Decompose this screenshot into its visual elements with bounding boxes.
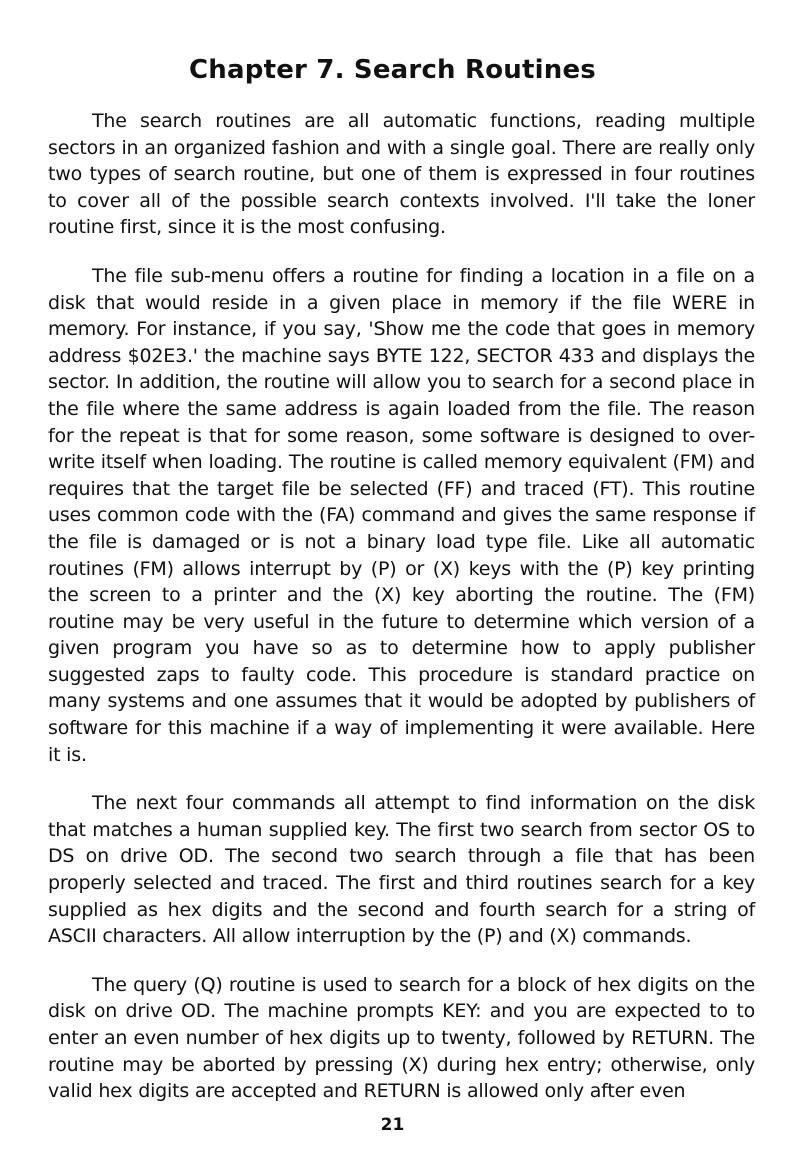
paragraph: The next four commands all attempt to find information on the disk that matches a human supplied key. The first two search from sector OS to DS on drive OD. The second two search through a file that has been properly selected and traced. The first and third routines search for a key supplied as hex digits and the second and fourth search for a string of ASCII characters. All allow interruption by the (P) and (X) commands.: [48, 792, 755, 948]
body-text: [48, 108, 755, 1127]
chapter-title: Chapter 7. Search Routines: [189, 55, 596, 85]
paragraph: The query (Q) routine is used to search for a block of hex digits on the disk on drive OD. The machine prompts KEY: and you are expected to to enter an even number of hex digits up to twenty, followed by RETURN. The routine may be aborted by pressing (X) during hex entry; otherwise, only valid hex digits are accepted and RETURN is allowed only after even: [48, 973, 755, 1103]
paragraph: The file sub-menu offers a routine for finding a location in a file on a disk that would reside in a given place in memory if the file WERE in memory. For instance, if you say, 'Show me the code that goes in memory address $02E3.' the machine says BYTE 122, SECTOR 433 and displays the sector. In addition, the routine will allow you to search for a second place in the file where the same address is again loaded from the file. The reason for the repeat is that for some reason, some software is designed to over-write itself when loading. The routine is called memory equivalent (FM) and requires that the target file be selected (FF) and traced (FT). This routine uses common code with the (FA) command and gives the same response if the file is damaged or is not a binary load type file. Like all automatic routines (FM) allows interrupt by (P) or (X) keys with the (P) key printing the screen to a printer and the (X) key aborting the routine. The (FM) routine may be very useful in the future to determine which version of a given program you have so as to determine how to apply publisher suggested zaps to faulty code. This procedure is standard practice on many systems and one assumes that it would be adopted by publishers of software for this machine if a way of implementing it were available. Here it is.: [48, 264, 755, 766]
paragraph: The search routines are all automatic functions, reading multiple sectors in an organized fashion and with a single goal. There are really only two types of search routine, but one of them is expressed in four routines to cover all of the possible search contexts involved. I'll take the loner routine first, since it is the most confusing.: [48, 110, 755, 239]
page-number: 21: [380, 1115, 405, 1135]
